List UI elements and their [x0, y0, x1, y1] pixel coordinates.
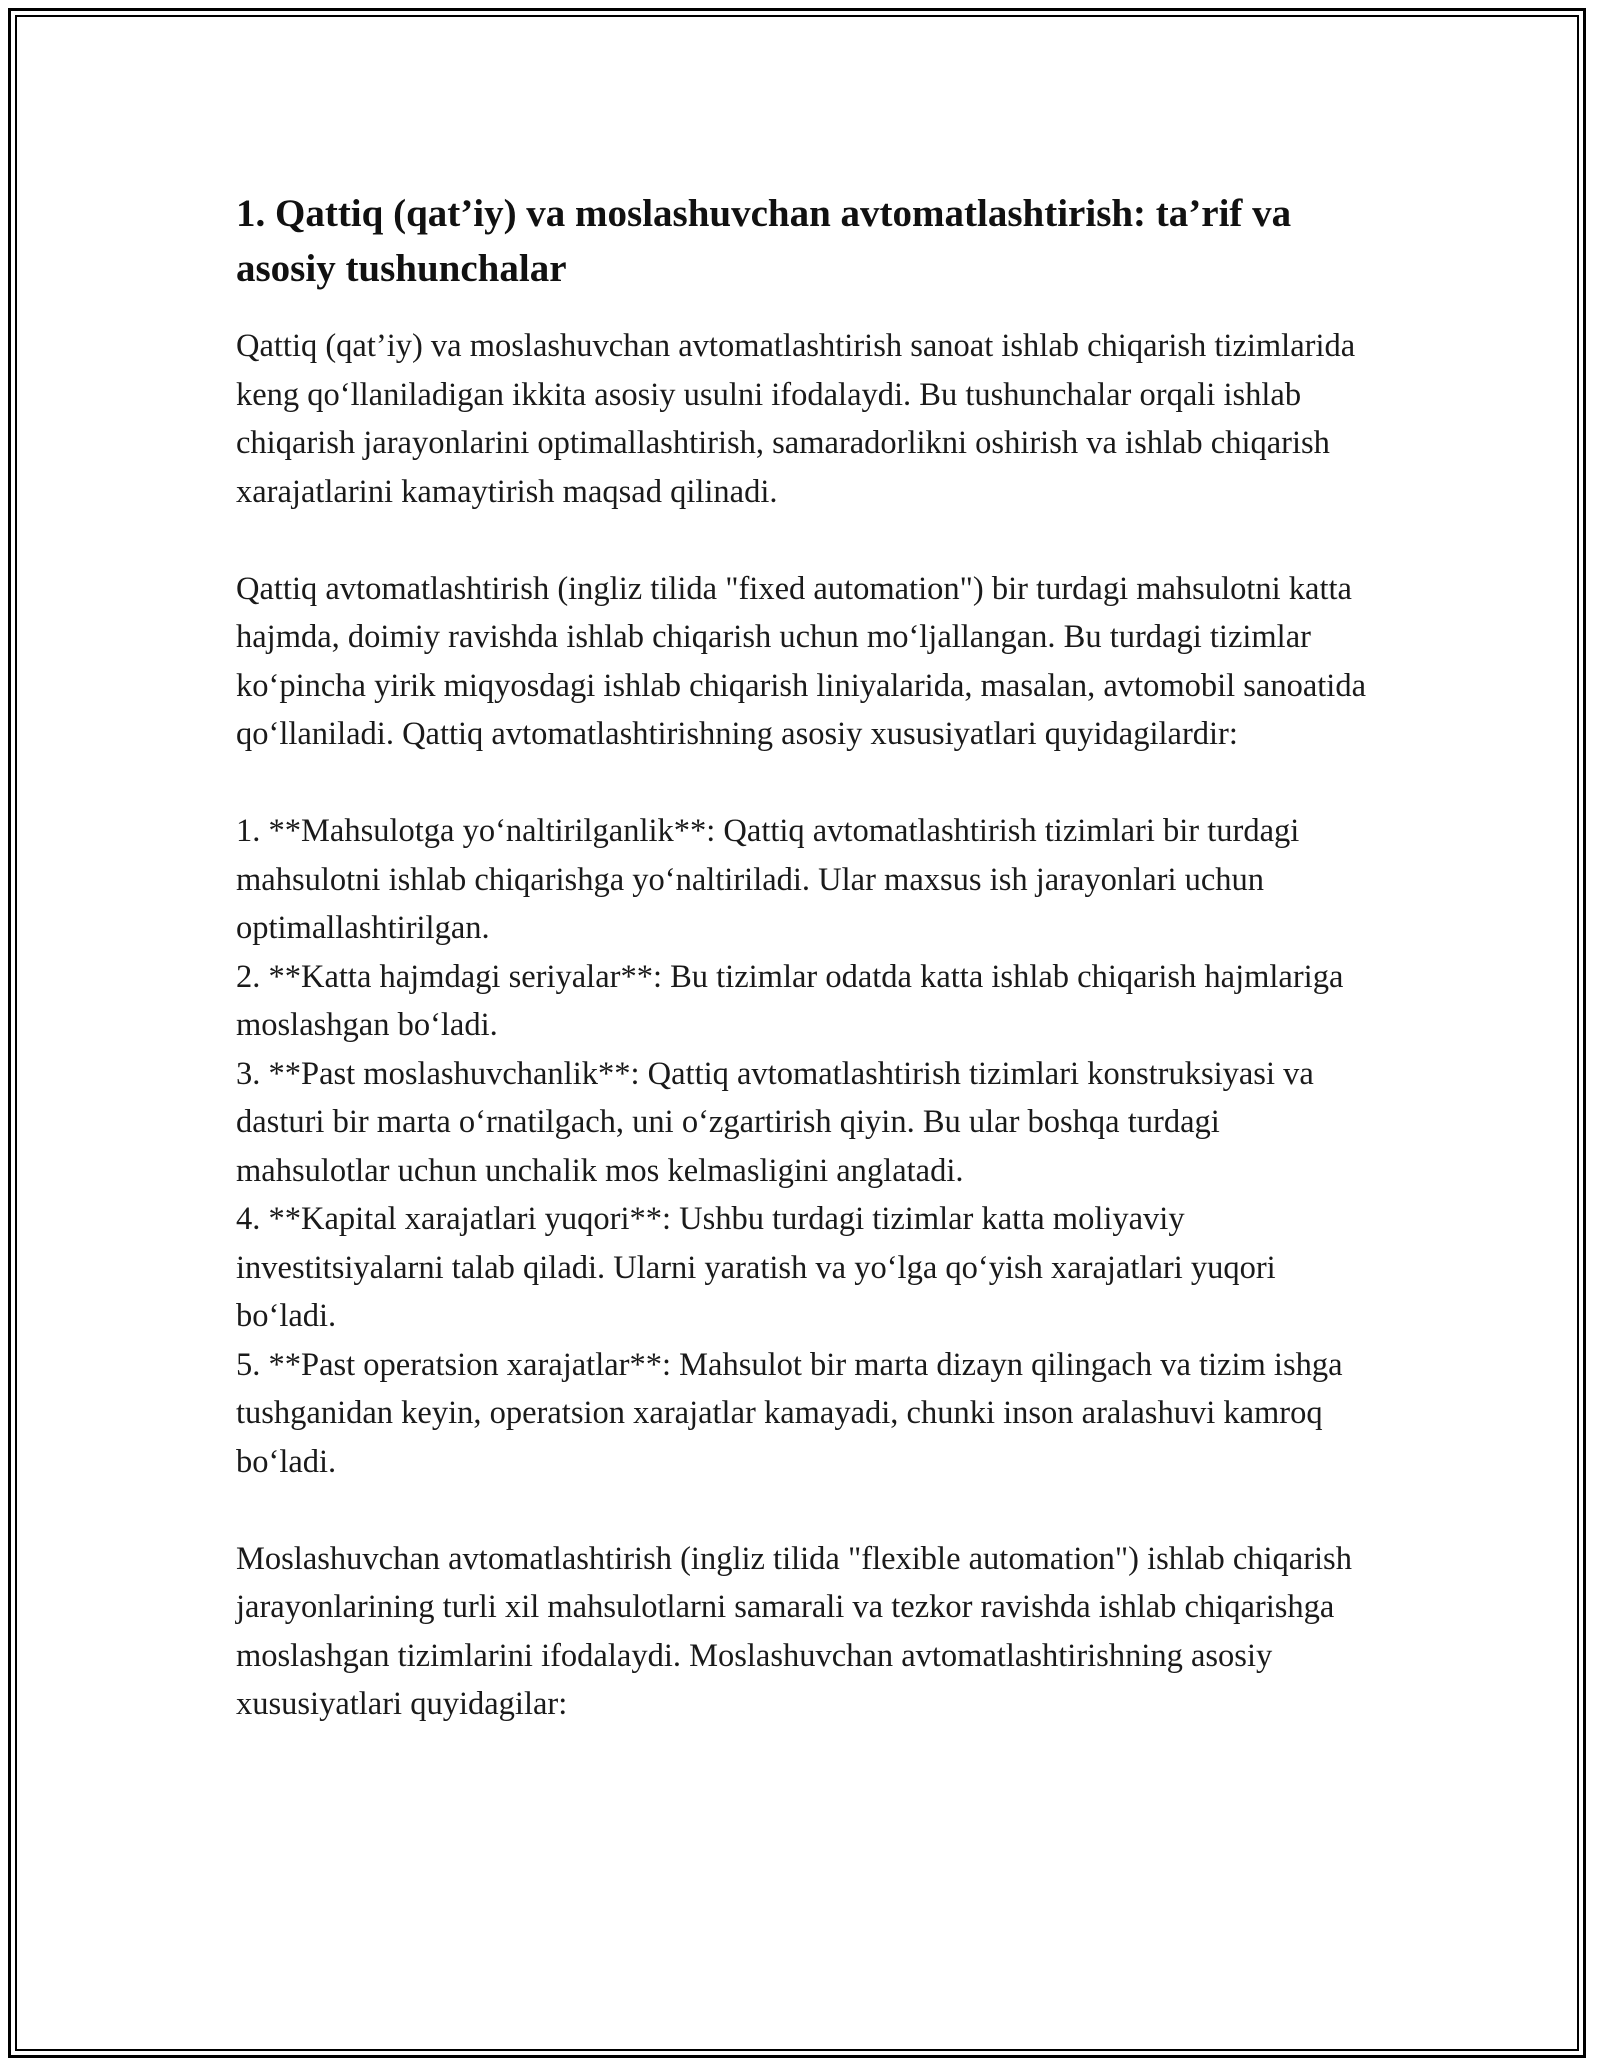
fixed-automation-features-list — [236, 807, 1366, 1486]
list-item: 1. **Mahsulotga yo‘naltirilganlik**: Qattiq avtomatlashtirish tizimlari bir turdagi mahsulotni ishlab chiqarishga yo‘naltiriladi. Ular maxsus ish jarayonlari uchun optimallashtirilgan. — [236, 813, 1300, 946]
list-item: 3. **Past moslashuvchanlik**: Qattiq avtomatlashtirish tizimlari konstruksiyasi va dasturi bir marta o‘rnatilgach, uni o‘zgartirish qiyin. Bu ular boshqa turdagi mahsulotlar uchun unchalik mos kelmasligini anglatadi. — [236, 1055, 1314, 1189]
section-heading: 1. Qattiq (qat’iy) va moslashuvchan avtomatlashtirish: ta’rif va asosiy tushunchalar — [236, 192, 1292, 290]
flexible-automation-paragraph: Moslashuvchan avtomatlashtirish (ingliz tilida "flexible automation") ishlab chiqarish jarayonlarining turli xil mahsulotlarni samarali va tezkor ravishda ishlab chiqarishga moslashgan tizimlarini ifodalaydi. Moslashuvchan avtomatlashtirishning asosiy xususiyatlari quyidagilar: — [236, 1540, 1352, 1722]
list-item: 2. **Katta hajmdagi seriyalar**: Bu tizimlar odatda katta ishlab chiqarish hajmlariga moslashgan bo‘ladi. — [236, 958, 1344, 1043]
list-item: 5. **Past operatsion xarajatlar**: Mahsulot bir marta dizayn qilingach va tizim ishga tushganidan keyin, operatsion xarajatlar kamayadi, chunki inson aralashuvi kamroq bo‘ladi. — [236, 1346, 1343, 1480]
list-item: 4. **Kapital xarajatlari yuqori**: Ushbu turdagi tizimlar katta moliyaviy investitsiyalarni talab qiladi. Ularni yaratish va yo‘lga qo‘yish xarajatlari yuqori bo‘ladi. — [236, 1201, 1276, 1334]
fixed-automation-paragraph: Qattiq avtomatlashtirish (ingliz tilida "fixed automation") bir turdagi mahsulotni katta hajmda, doimiy ravishda ishlab chiqarish uchun mo‘ljallangan. Bu turdagi tizimlar ko‘pincha yirik miqyosdagi ishlab chiqarish liniyalarida, masalan, avtomobil sanoatida qo‘llaniladi. Qattiq avtomatlashtirishning asosiy xususiyatlari quyidagilardir: — [236, 570, 1367, 752]
intro-paragraph: Qattiq (qat’iy) va moslashuvchan avtomatlashtirish sanoat ishlab chiqarish tizimlarida keng qo‘llaniladigan ikkita asosiy usulni ifodalaydi. Bu tushunchalar orqali ishlab chiqarish jarayonlarini optimallashtirish, samaradorlikni oshirish va ishlab chiqarish xarajatlarini kamaytirish maqsad qilinadi. — [236, 328, 1356, 510]
document-body — [236, 186, 1366, 1777]
